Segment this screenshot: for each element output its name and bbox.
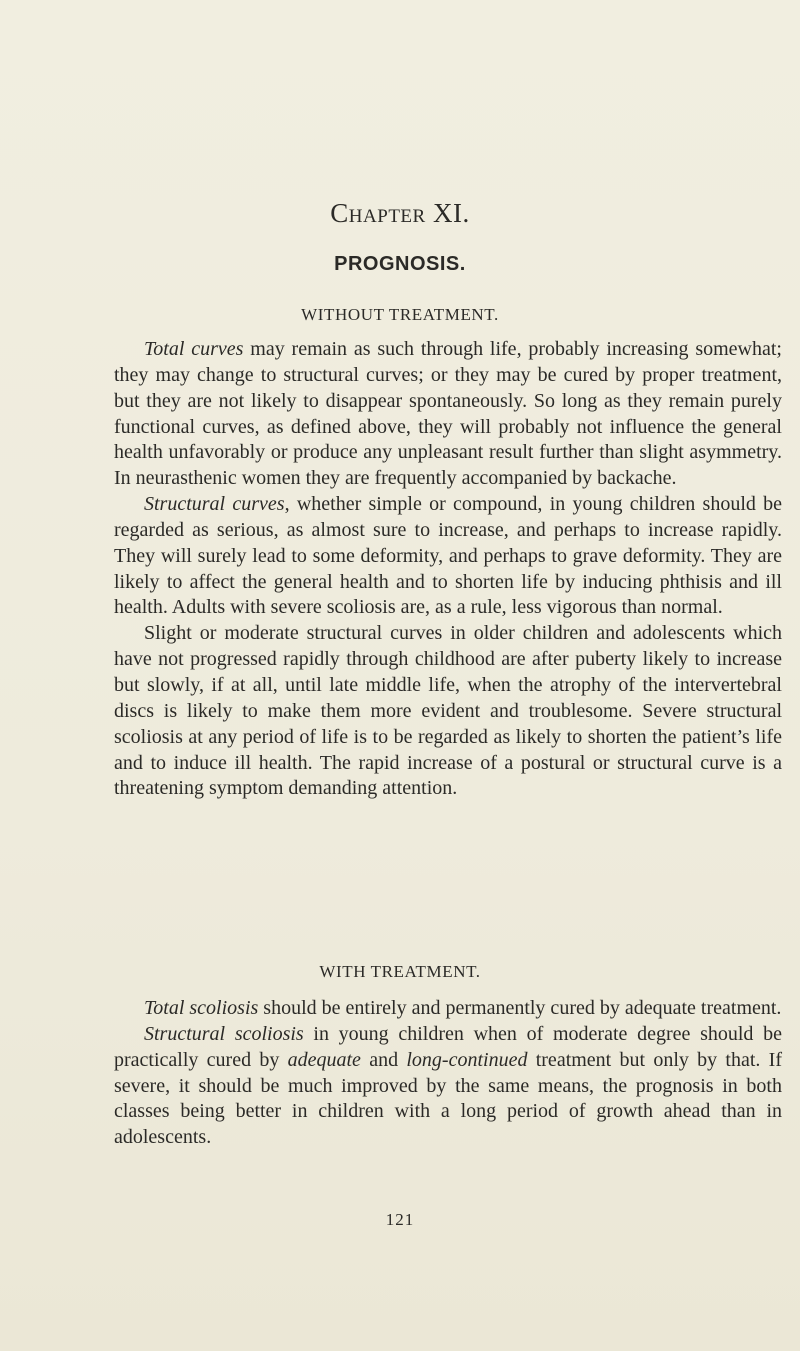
paragraph-text: , whether simple or compound, in young children should be regarded as serious, as almost sure to increase, and perhaps to increase rapidly. They will surely lead to some deformity, and perhaps to grave deformity. They are likely to affect the general health and to shorten life by inducing phthisis and ill health. Adults with severe scoliosis are, as a rule, less vigorous than normal. — [114, 493, 783, 619]
chapter-heading: Chapter XI. — [330, 198, 470, 228]
paragraph-lead-term: Total curves — [144, 338, 244, 360]
paragraph-lead-term: Total scoliosis — [144, 997, 259, 1019]
paragraph-slight-curves — [114, 621, 782, 802]
page-number: 121 — [385, 1210, 415, 1229]
paragraph-text: should be entirely and permanently cured by adequate treatment. — [258, 997, 782, 1019]
paragraph-structural-curves — [114, 492, 782, 621]
emphasis-adequate: adequate — [287, 1048, 361, 1071]
paragraph-total-curves — [114, 337, 782, 492]
page-title: PROGNOSIS. — [334, 253, 466, 275]
paragraph-text: Slight or moderate structural curves in older children and adolescents which have not progressed rapidly through childhood are after puberty likely to increase but slowly, if at all, until late middle life, when the atrophy of the intervertebral discs is likely to make them more evident and troublesome. Severe structural scoliosis at any period of life is to be regarded as likely to shorten the patient’s life and to induce ill health. The rapid increase of a postural or structural curve is a threatening symptom demanding attention. — [114, 622, 782, 800]
section-heading-with-treatment: WITH TREATMENT. — [319, 962, 481, 981]
paragraph-structural-scoliosis — [114, 1022, 782, 1151]
section-body-without-treatment — [114, 337, 782, 802]
paragraph-text: in young children when of moderate degree should be practically cured by — [114, 1022, 782, 1071]
section-body-with-treatment — [114, 996, 782, 1151]
paragraph-text: and — [360, 1048, 407, 1071]
paragraph-text: may remain as such through life, probably increasing somewhat; they may change to structural curves; or they may be cured by proper treatment, but they are not likely to disappear spontaneously. So long as they remain purely functional curves, as defined above, they will probably not influence the general health unfavorably or produce any unpleasant result further than slight asymmetry. In neurasthenic women they are frequently accompanied by backache. — [114, 338, 782, 490]
paragraph-lead-term: Structural scoliosis — [144, 1022, 304, 1045]
emphasis-long-continued: long-continued — [406, 1048, 528, 1071]
section-heading-without-treatment: WITHOUT TREATMENT. — [301, 305, 499, 324]
paragraph-total-scoliosis — [114, 996, 782, 1022]
paragraph-text: treatment but only by that. If severe, it should be much improved by the same means, the prognosis in both classes being better in children with a long period of growth ahead than in adolescents. — [114, 1048, 782, 1149]
paragraph-lead-term: Structural curves — [144, 493, 285, 516]
